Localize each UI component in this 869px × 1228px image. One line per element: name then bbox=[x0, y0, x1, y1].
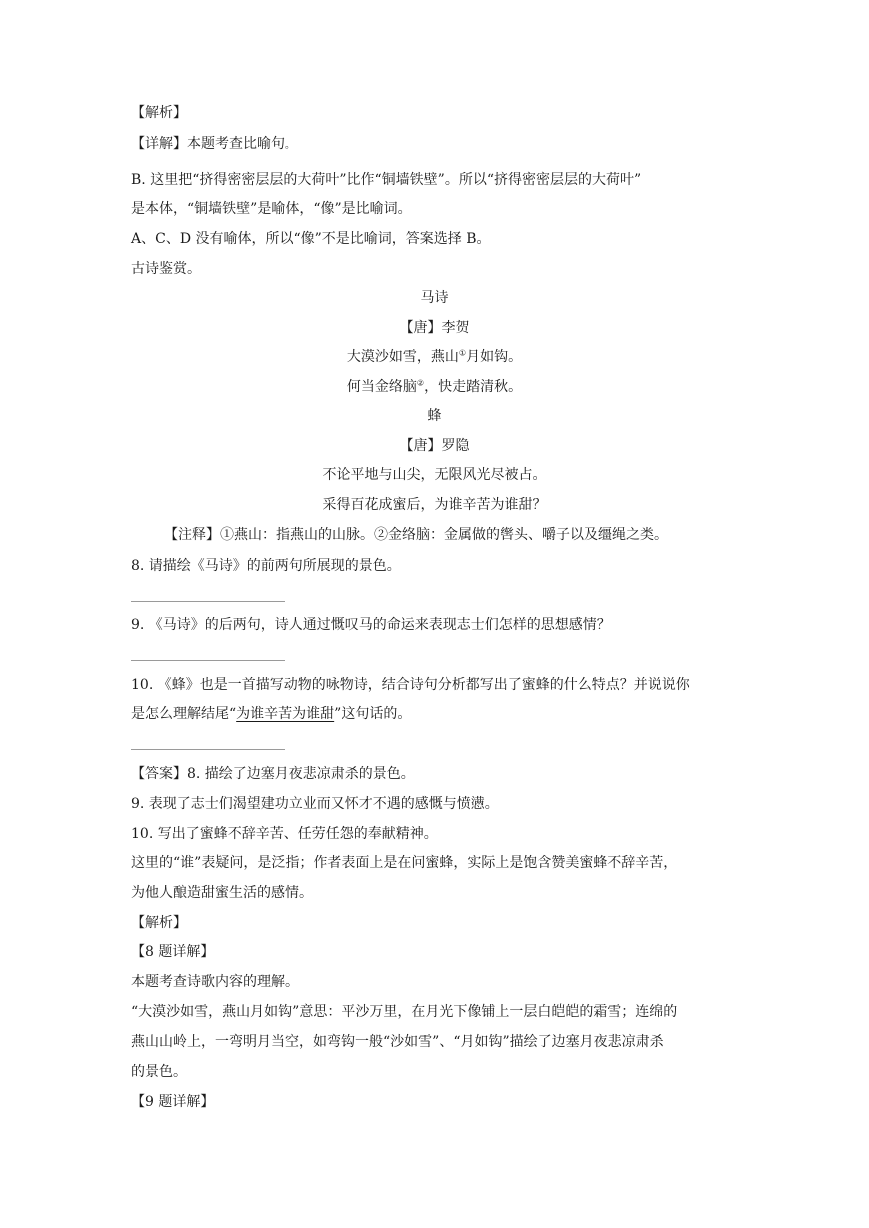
poem-notes: 【注释】①燕山：指燕山的山脉。②金络脑：金属做的辔头、嚼子以及缰绳之类。 bbox=[164, 527, 668, 543]
answer-10-line3: 为他人酿造甜蜜生活的感情。 bbox=[131, 885, 313, 901]
q8-detail-line1: 本题考查诗歌内容的理解。 bbox=[131, 974, 299, 990]
analysis-line-acd: A、C、D 没有喻体，所以“像”不是比喻词，答案选择 B。 bbox=[131, 231, 491, 247]
poem1-line1-a: 大漠沙如雪，燕山 bbox=[346, 349, 459, 365]
detail-mark: 。 bbox=[285, 140, 295, 151]
poem2-title: 蜂 bbox=[427, 408, 442, 424]
section-title: 古诗鉴赏。 bbox=[131, 261, 201, 277]
question-10-line1: 10. 《蜂》也是一首描写动物的咏物诗，结合诗句分析都写出了蜜蜂的什么特点？并说说你 bbox=[131, 677, 690, 693]
question-10-text-b: ”这句话的。 bbox=[334, 706, 412, 722]
footnote-marker-1: ① bbox=[458, 348, 467, 358]
question-10-line2 bbox=[131, 704, 411, 724]
answer-blank-9 bbox=[131, 660, 285, 661]
poem1-line1-b: 月如钩。 bbox=[466, 349, 523, 365]
footnote-marker-2: ② bbox=[416, 378, 425, 388]
answer-8: 【答案】8. 描绘了边塞月夜悲凉肃杀的景色。 bbox=[131, 766, 415, 782]
poem1-line1 bbox=[0, 347, 869, 367]
poem2-author: 【唐】罗隐 bbox=[399, 438, 470, 454]
poem1-line2 bbox=[0, 377, 869, 397]
q8-detail-line3: 燕山山岭上，一弯明月当空，如弯钩一般“沙如雪”、“月如钩”描绘了边塞月夜悲凉肃杀 bbox=[131, 1034, 664, 1050]
q8-detail-line4: 的景色。 bbox=[131, 1064, 187, 1080]
answer-10-line2: 这里的“谁”表疑问，是泛指；作者表面上是在问蜜蜂，实际上是饱含赞美蜜蜂不辞辛苦， bbox=[131, 855, 678, 871]
q8-detail-heading: 【8 题详解】 bbox=[131, 944, 215, 960]
analysis-line-b1: B. 这里把“挤得密密层层的大荷叶”比作“铜墙铁壁”。所以“挤得密密层层的大荷叶” bbox=[131, 172, 642, 188]
question-9: 9. 《马诗》的后两句，诗人通过慨叹马的命运来表现志士们怎样的思想感情？ bbox=[131, 617, 611, 633]
question-10-underlined-quote: 为谁辛苦为谁甜 bbox=[236, 706, 335, 722]
poem1-author: 【唐】李贺 bbox=[399, 320, 470, 336]
detail-text: 【详解】本题考查比喻句 bbox=[131, 136, 285, 152]
detail-heading bbox=[131, 134, 295, 156]
answer-blank-8 bbox=[131, 601, 285, 602]
poem1-line2-b: ，快走踏清秋。 bbox=[424, 379, 523, 395]
q8-detail-line2: “大漠沙如雪，燕山月如钩”意思：平沙万里，在月光下像铺上一层白皑皑的霜雪；连绵的 bbox=[131, 1004, 678, 1020]
poem1-line2-a: 何当金络脑 bbox=[346, 379, 417, 395]
answer-9: 9. 表现了志士们渴望建功立业而又怀才不遇的感慨与愤懑。 bbox=[131, 796, 499, 812]
answer-10: 10. 写出了蜜蜂不辞辛苦、任劳任怨的奉献精神。 bbox=[131, 826, 438, 842]
analysis-line-b2: 是本体，“铜墙铁壁”是喻体，“像”是比喻词。 bbox=[131, 201, 412, 217]
poem2-line1: 不论平地与山尖，无限风光尽被占。 bbox=[322, 467, 547, 483]
analysis2-tag: 【解析】 bbox=[131, 915, 187, 931]
answer-blank-10 bbox=[131, 749, 285, 750]
poem1-title: 马诗 bbox=[420, 290, 449, 306]
analysis-tag: 【解析】 bbox=[131, 105, 187, 121]
q9-detail-heading: 【9 题详解】 bbox=[131, 1094, 215, 1110]
question-10-text-a: 是怎么理解结尾“ bbox=[131, 706, 237, 722]
question-8: 8. 请描绘《马诗》的前两句所展现的景色。 bbox=[131, 558, 401, 574]
poem2-line2: 采得百花成蜜后，为谁辛苦为谁甜？ bbox=[322, 497, 547, 513]
